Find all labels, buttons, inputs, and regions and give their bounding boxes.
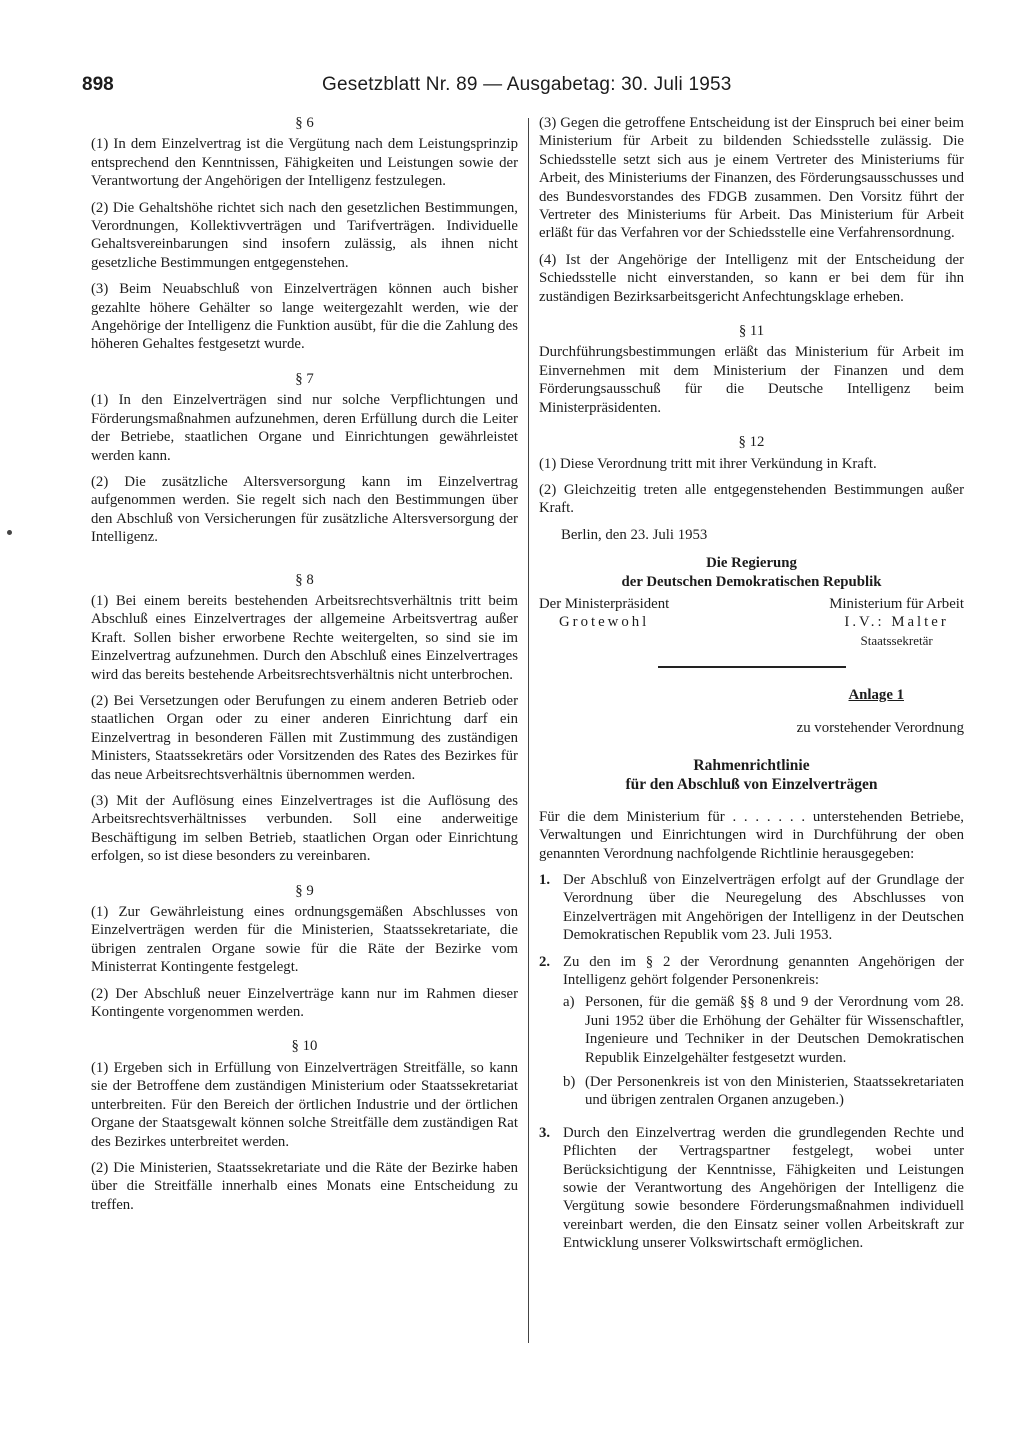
section-title: § 12 [738, 434, 765, 451]
paragraph: (1) Bei einem bereits bestehenden Arbeitsrechtsverhältnis tritt beim Abschluß eines Einzelvertrages der allgemeine Arbeitsvertrag außer Kraft. Sollen bisher erworbene Rechte weitergelten, so sind sie im Einzelvertrag aufzunehmen. Durch den Abschluß eines Einzelvertrages wird das bereits bestehende Arbeitsrechtsverhältnis nicht unterbrochen. [91, 592, 518, 683]
annex-intro: Für die dem Ministerium für . . . . . . . unterstehenden Betriebe, Verwaltungen und Einrichtungen wird in Durchführung der oben genannten Verordnung nachfolgende Richtlinie herausgegeben: [539, 808, 964, 862]
sub-list-text: (Der Personenkreis ist von den Ministerien, Staatssekretariaten und übrigen zentralen Organen anzugeben.) [585, 1074, 964, 1109]
signature-name: Grotewohl [558, 614, 650, 631]
margin-mark [7, 530, 12, 535]
annex-heading-1: Rahmenrichtlinie [693, 756, 810, 774]
section-10 [91, 1037, 518, 1214]
list-item-text: Der Abschluß von Einzelverträgen erfolgt auf der Grundlage der Verordnung über die Neuregelung des Abschlusses von Einzelverträgen mit Angehörigen der Intelligenz in der Deutschen Demokratischen Republik vom 23. Juli 1953. [563, 871, 964, 944]
section-12 [539, 433, 964, 518]
section-title: § 10 [291, 1038, 318, 1055]
signature-left [539, 595, 669, 650]
sub-list-item [563, 993, 964, 1067]
paragraph: (2) Der Abschluß neuer Einzelverträge kann nur im Rahmen dieser Kontingente vorgenommen werden. [91, 985, 518, 1021]
section-11 [539, 322, 964, 417]
signature-role: Der Ministerpräsident [539, 595, 670, 612]
section-8 [91, 571, 518, 866]
column-divider [528, 118, 529, 1343]
sub-list-mark: a) [563, 994, 575, 1011]
section-9 [91, 882, 518, 1022]
annex-subtitle: zu vorstehender Verordnung [796, 720, 964, 737]
list-item-number: 2. [539, 953, 551, 970]
signature-right [829, 595, 964, 650]
government-line-1: Die Regierung [706, 555, 797, 572]
list-item [539, 953, 964, 1116]
paragraph: (3) Mit der Auflösung eines Einzelvertrages ist die Auflösung des Arbeitsrechtsverhältnisses verbunden. Soll eine anderweitige Beschäftigung im selben Betrieb, staatlichen Organ oder Einrichtung erfolgen, so ist diese besonders zu vereinbaren. [91, 793, 518, 865]
list-item-text: Durch den Einzelvertrag werden die grundlegenden Rechte und Pflichten der Vertragspartner festgelegt, wobei unter Berücksichtigung der Kenntnisse, Fähigkeiten und Leistungen sowie der Verantwortung des Angehörigen der Intelligenz die Vergütung sowie besondere Förderungsmaßnahmen individuell vereinbart werden, die den Einsatz seiner vollen Arbeitskraft zur Entwicklung unserer Volkswirtschaft ermöglichen. [563, 1124, 964, 1252]
sub-list-mark: b) [563, 1074, 576, 1091]
paragraph: (2) Die Gehaltshöhe richtet sich nach den gesetzlichen Bestimmungen, Verordnungen, Kollektivverträgen und Tarifverträgen. Individuelle Gehaltsvereinbarungen sind insofern zulässig, als ihnen nicht gesetzliche Bestimmungen entgegenstehen. [91, 199, 518, 271]
list-item-number: 3. [539, 1124, 551, 1141]
section-7 [91, 370, 518, 547]
paragraph: (2) Die Ministerien, Staatssekretariate und die Räte der Bezirke haben über die Streitfälle innerhalb eines Monats eine Entscheidung zu treffen. [91, 1159, 518, 1213]
paragraph: (2) Gleichzeitig treten alle entgegenstehenden Bestimmungen außer Kraft. [539, 481, 964, 517]
paragraph: (1) In dem Einzelvertrag ist die Vergütung nach dem Leistungsprinzip entsprechend den Kenntnissen, Fähigkeiten und Leistungen sowie der Verantwortung der Angehörigen der Intelligenz festzulegen. [91, 136, 518, 190]
signature-subtitle: Staatssekretär [860, 632, 933, 648]
sub-list-text: Personen, für die gemäß §§ 8 und 9 der Verordnung vom 28. Juni 1952 über die Erhöhung der Gehälter für Wissenschaftler, Ingenieure und Techniker in der Deutschen Demokratischen Republik Einzelgehälter festgesetzt wurden. [585, 994, 964, 1066]
paragraph: (3) Beim Neuabschluß von Einzelverträgen können auch bisher gezahlte höhere Gehälter so lange weitergezahlt werden, wie der Angehörige der Intelligenz die Funktion ausübt, für die die Zahlung des höheren Gehaltes festgesetzt wurde. [91, 281, 518, 353]
list-item-text: Zu den im § 2 der Verordnung genannten Angehörigen der Intelligenz gehört folgender Personenkreis: [563, 953, 964, 989]
section-title: § 9 [295, 882, 314, 899]
annex-heading-2: für den Abschluß von Einzelverträgen [625, 775, 878, 793]
right-column [539, 114, 964, 1261]
list-item-number: 1. [539, 871, 551, 888]
page-header [82, 74, 962, 106]
signature-name: I.V.: Malter [844, 614, 949, 631]
paragraph: (1) Ergeben sich in Erfüllung von Einzelverträgen Streitfälle, so kann sie der Betroffene dem zuständigen Ministerium oder Staatssekretariat unterbreiten. Für den Bereich der örtlichen Industrie und der örtlichen Organe der Staatsgewalt können solche Streitfälle dem zuständigen Rat des Bezirkes unterbreitet werden. [91, 1059, 518, 1150]
list-item [539, 1124, 964, 1253]
paragraph: (2) Bei Versetzungen oder Berufungen zu einem anderen Betrieb oder staatlichen Organ oder zu einer anderen Einrichtung darf ein Einzelvertrag in besonderen Fällen mit Zustimmung des zuständigen Ministers, Staatssekretärs oder Vorsitzenden des Rates des Bezirkes für das neue Arbeitsrechtsverhältnis übernommen werden. [91, 692, 518, 783]
signature-role: Ministerium für Arbeit [829, 595, 964, 612]
paragraph: (1) Zur Gewährleistung eines ordnungsgemäßen Abschlusses von Einzelverträgen werden für die Ministerien, Staatssekretariate, die übrigen zentralen Organe sowie für die Räte der Bezirke vom Ministerrat Kontingente festgelegt. [91, 904, 518, 976]
list-item [539, 871, 964, 945]
paragraph: (1) Diese Verordnung tritt mit ihrer Verkündung in Kraft. [539, 455, 877, 472]
paragraph: (3) Gegen die getroffene Entscheidung ist der Einspruch bei einer beim Ministerium für Arbeit zu bildenden Schiedsstelle zulässig. Die Schiedsstelle setzt sich aus je einem Vertreter des Ministeriums für Arbeit, des Ministeriums der Finanzen, des Förderungsausschusses und des Bundesvorstandes des FDGB zusammen. Den Vorsitz führt der Vertreter des Ministeriums für Arbeit. Das Ministerium für Arbeit erläßt für das Verfahren vor der Schiedsstelle eine Verfahrensordnung. [539, 115, 964, 242]
page-number: 898 [82, 74, 114, 95]
paragraph: (1) In den Einzelverträgen sind nur solche Verpflichtungen und Förderungsmaßnahmen aufzunehmen, deren Erfüllung durch die Leiter der Betriebe, staatlichen Organe und Einrichtungen gewährleistet werden kann. [91, 392, 518, 464]
annex-title: Anlage 1 [848, 687, 904, 704]
paragraph: (4) Ist der Angehörige der Intelligenz mit der Entscheidung der Schiedsstelle nicht einverstanden, so kann er bei dem für ihn zuständigen Bezirksarbeitsgericht Anfechtungsklage erheben. [539, 251, 964, 305]
gazette-issue-title: Gesetzblatt Nr. 89 — Ausgabetag: 30. Juli 1953 [322, 74, 732, 95]
left-column [91, 114, 518, 1222]
sub-list-item [563, 1073, 964, 1110]
signature-block [539, 595, 964, 650]
paragraph: (2) Die zusätzliche Altersversorgung kann im Einzelvertrag aufgenommen werden. Sie regelt sich nach den Bestimmungen über den Abschluß von Versicherungen für zusätzliche Altersversorgung der Intelligenz. [91, 473, 518, 546]
section-title: § 7 [295, 370, 314, 387]
section-title: § 6 [295, 115, 314, 131]
section-title: § 11 [738, 323, 765, 340]
section-6 [91, 114, 518, 354]
government-line-2: der Deutschen Demokratischen Republik [621, 573, 882, 590]
section-10-continued [539, 114, 964, 306]
place-date: Berlin, den 23. Juli 1953 [561, 526, 708, 543]
section-title: § 8 [295, 571, 314, 588]
separator-rule [658, 666, 846, 668]
paragraph: Durchführungsbestimmungen erläßt das Ministerium für Arbeit im Einvernehmen mit dem Ministerium der Finanzen und dem Förderungsausschuß für die Deutsche Intelligenz beim Ministerpräsidenten. [539, 344, 964, 416]
